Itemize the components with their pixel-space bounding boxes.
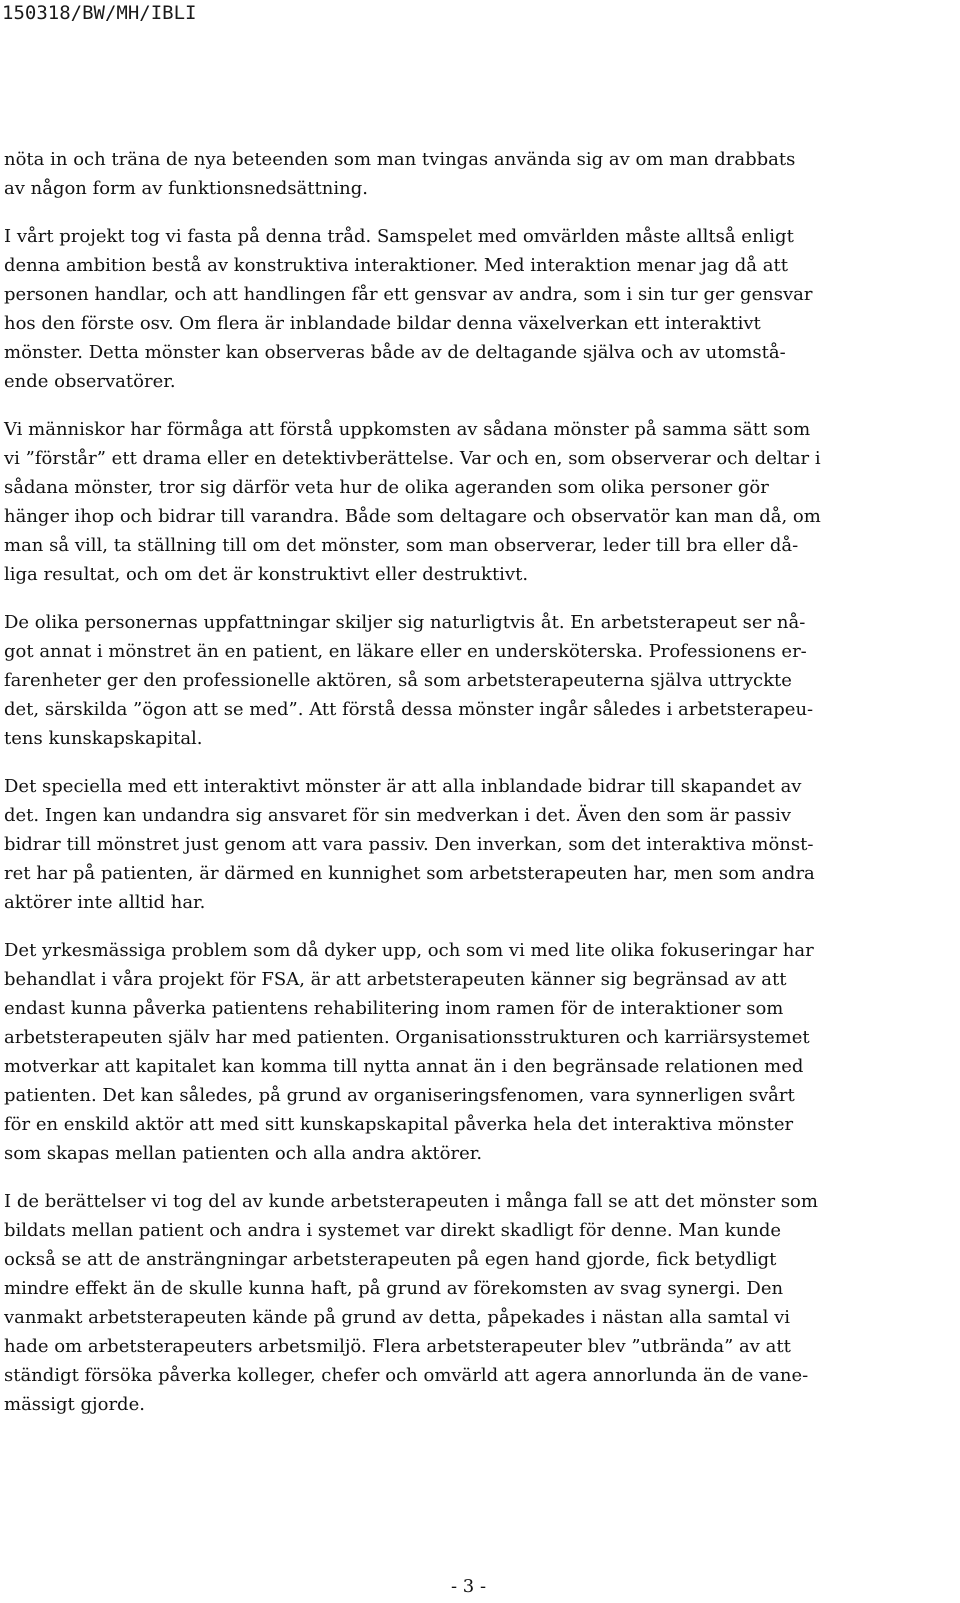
text-line: patienten. Det kan således, på grund av organiseringsfenomen, vara synnerligen svårt [4,1085,795,1106]
text-line: tens kunskapskapital. [4,728,203,749]
page-number: - 3 - [451,1576,487,1597]
text-line: bildats mellan patient och andra i systemet var direkt skadligt för denne. Man kunde [4,1220,782,1241]
text-line: mönster. Detta mönster kan observeras både av de deltagande själva och av utomstå- [4,342,786,363]
text-line: nöta in och träna de nya beteenden som man tvingas använda sig av om man drabbats [4,149,796,170]
paragraph-6 [4,936,940,1168]
text-line: bidrar till mönstret just genom att vara passiv. Den inverkan, som det interaktiva mönst- [4,834,814,855]
text-line: ständigt försöka påverka kolleger, chefer och omvärld att agera annorlunda än de vane- [4,1365,809,1386]
paragraph-2 [4,222,940,396]
paragraph-3 [4,415,940,589]
text-line: endast kunna påverka patientens rehabilitering inom ramen för de interaktioner som [4,998,784,1019]
text-line: sådana mönster, tror sig därför veta hur de olika ageranden som olika personer gör [4,477,769,498]
text-line: vanmakt arbetsterapeuten kände på grund av detta, påpekades i nästan alla samtal vi [4,1307,791,1328]
text-line: aktörer inte alltid har. [4,892,206,913]
paragraph-7 [4,1187,940,1419]
text-line: hade om arbetsterapeuters arbetsmiljö. Flera arbetsterapeuter blev ”utbrända” av att [4,1336,791,1357]
text-line: I vårt projekt tog vi fasta på denna tråd. Samspelet med omvärlden måste alltså enligt [4,226,794,247]
text-line: för en enskild aktör att med sitt kunskapskapital påverka hela det interaktiva mönster [4,1114,794,1135]
text-line: Det yrkesmässiga problem som då dyker upp, och som vi med lite olika fokuseringar har [4,940,814,961]
paragraph-1 [4,145,940,203]
text-line: denna ambition bestå av konstruktiva interaktioner. Med interaktion menar jag då att [4,255,788,276]
text-line: som skapas mellan patienten och alla andra aktörer. [4,1143,483,1164]
text-line: vi ”förstår” ett drama eller en detektivberättelse. Var och en, som observerar och deltar i [4,448,821,469]
text-line: mindre effekt än de skulle kunna haft, på grund av förekomsten av svag synergi. Den [4,1278,784,1299]
text-line: got annat i mönstret än en patient, en läkare eller en undersköterska. Professionens er- [4,641,807,662]
text-line: hos den förste osv. Om flera är inblandade bildar denna växelverkan ett interaktivt [4,313,761,334]
document-body [4,145,940,1438]
text-line: Vi människor har förmåga att förstå uppkomsten av sådana mönster på samma sätt som [4,419,811,440]
document-code: 150318/BW/MH/IBLI [2,2,197,24]
paragraph-4 [4,608,940,753]
text-line: Det speciella med ett interaktivt mönster är att alla inblandade bidrar till skapandet av [4,776,802,797]
text-line: av någon form av funktionsnedsättning. [4,178,368,199]
text-line: det, särskilda ”ögon att se med”. Att förstå dessa mönster ingår således i arbetsterapeu- [4,699,814,720]
text-line: personen handlar, och att handlingen får ett gensvar av andra, som i sin tur ger gensvar [4,284,813,305]
text-line: ret har på patienten, är därmed en kunnighet som arbetsterapeuten har, men som andra [4,863,815,884]
text-line: arbetsterapeuten själv har med patienten. Organisationsstrukturen och karriärsystemet [4,1027,810,1048]
text-line: behandlat i våra projekt för FSA, är att arbetsterapeuten känner sig begränsad av att [4,969,787,990]
text-line: farenheter ger den professionelle aktören, så som arbetsterapeuterna själva uttryckte [4,670,792,691]
text-line: det. Ingen kan undandra sig ansvaret för sin medverkan i det. Även den som är passiv [4,805,792,826]
paragraph-5 [4,772,940,917]
text-line: ende observatörer. [4,371,176,392]
text-line: mässigt gjorde. [4,1394,145,1415]
text-line: De olika personernas uppfattningar skiljer sig naturligtvis åt. En arbetsterapeut ser nå- [4,612,806,633]
text-line: liga resultat, och om det är konstruktivt eller destruktivt. [4,564,529,585]
text-line: motverkar att kapitalet kan komma till nytta annat än i den begränsade relationen med [4,1056,804,1077]
text-line: I de berättelser vi tog del av kunde arbetsterapeuten i många fall se att det mönster som [4,1191,818,1212]
text-line: man så vill, ta ställning till om det mönster, som man observerar, leder till bra eller då- [4,535,799,556]
text-line: hänger ihop och bidrar till varandra. Både som deltagare och observatör kan man då, om [4,506,821,527]
text-line: också se att de ansträngningar arbetsterapeuten på egen hand gjorde, fick betydligt [4,1249,777,1270]
